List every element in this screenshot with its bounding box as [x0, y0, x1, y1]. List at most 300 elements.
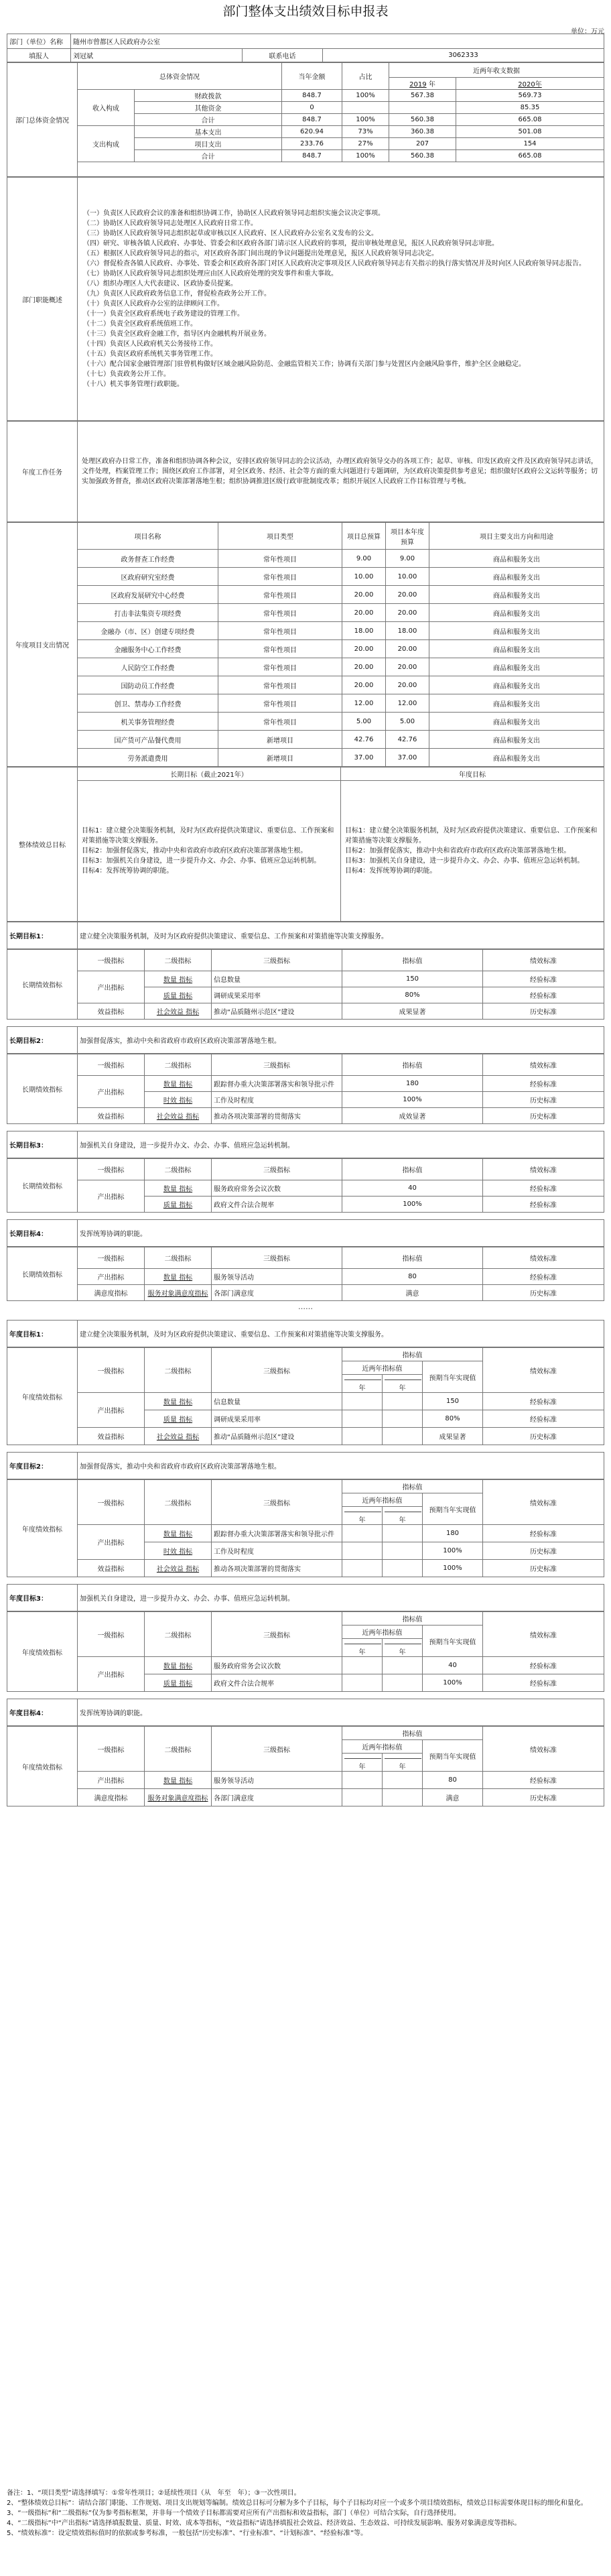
- col-year1: 2019 年: [389, 78, 456, 90]
- income-amount: 0: [282, 102, 342, 114]
- project-cell: 常年性项目: [218, 640, 342, 658]
- indicator-standard: 经验标准: [483, 1410, 604, 1428]
- h-std: 绩效标准: [483, 1480, 604, 1525]
- level2: 服务对象满意度指标: [145, 1789, 212, 1806]
- income-y1: [389, 102, 456, 114]
- project-cell: 商品和服务支出: [429, 568, 604, 586]
- duty-item: （十三）负责全区政府金融工作，指导区内金融机构开展业务。: [83, 330, 271, 338]
- h-value: 指标值: [342, 1480, 483, 1493]
- indicator-value: 150: [342, 971, 483, 987]
- duty-item: （九）负责区人民政府政务信息工作，督促检查政务公开工作。: [83, 290, 271, 298]
- year-blank: [383, 1375, 423, 1393]
- duty-item: （十）负责区人民政府办公室的法律顾问工作。: [83, 300, 224, 308]
- year-blank: [342, 1507, 383, 1525]
- head-h4: 指标值: [342, 1159, 483, 1180]
- head-h4: 指标值: [342, 950, 483, 971]
- h-l3: 三级指标: [212, 1727, 342, 1772]
- project-name: 国产货可产品餐代费用: [78, 731, 218, 749]
- h-expected: 预期当年实现值: [423, 1626, 483, 1657]
- level2: 服务对象满意度指标: [145, 1285, 212, 1301]
- recent-y2: [383, 1674, 423, 1692]
- level3: 跟踪督办重大决策部署落实和领导批示件: [212, 1076, 342, 1092]
- level1: 效益指标: [78, 1108, 145, 1124]
- project-name: 金融办（市、区）创建专项经费: [78, 622, 218, 640]
- recent-y1: [342, 1525, 383, 1542]
- project-cell: 42.76: [386, 731, 429, 749]
- level1: 满意度指标: [78, 1285, 145, 1301]
- project-cell: 常年性项目: [218, 550, 342, 568]
- level2: 社会效益 指标: [145, 1428, 212, 1445]
- level1: 产出指标: [78, 971, 145, 1003]
- project-cell: 常年性项目: [218, 622, 342, 640]
- target-label: 年度目标3：: [7, 1585, 78, 1611]
- duty-item: （二）协助区人民政府领导同志处理区人民政府日常工作。: [83, 220, 257, 227]
- head-h4: 指标值: [342, 1247, 483, 1269]
- header-table: [7, 34, 604, 62]
- h-l2: 二级指标: [145, 1348, 212, 1393]
- indicator-value: 满意: [342, 1285, 483, 1301]
- target-text: 建立健全决策服务机制，及时为区政府提供决策建议、重要信息、工作预案和对策措施等决策支撑服务。: [78, 922, 604, 949]
- recent-y2: [383, 1657, 423, 1674]
- year-blank: [383, 1754, 423, 1772]
- project-cell: 5.00: [342, 713, 386, 731]
- duty-item: （十一）负责全区政府系统电子政务建设的管理工作。: [83, 310, 244, 318]
- indicator-standard: 历史标准: [483, 1092, 604, 1108]
- funds-table: [7, 62, 604, 177]
- goals-table: [7, 767, 604, 922]
- h-l1: 一级指标: [78, 1480, 145, 1525]
- target-label: 年度目标1：: [7, 1321, 78, 1347]
- head-h5: 绩效标准: [483, 1159, 604, 1180]
- projects-table: [7, 522, 604, 767]
- h-l1: 一级指标: [78, 1612, 145, 1657]
- project-cell: 常年性项目: [218, 694, 342, 713]
- indicator-value: 成果显著: [423, 1428, 483, 1445]
- perf-label: 年度绩效指标: [7, 1348, 78, 1445]
- note-item: 4、“二级指标”中“产出指标”请选择填报数量、质量、时效、成本等指标，“效益指标”请选择填报社会效益、经济效益、生态效益、可持续发展影响、服务对象满意度等指标。: [7, 2520, 521, 2527]
- expense-ratio: 100%: [342, 150, 389, 162]
- indicator-table: [7, 1347, 604, 1445]
- duty-item: （六）督促检查各镇人民政府、办事处、管委会和区政府各部门对区人民政府决定事项及区人民政府领导同志有关指示的执行落实情况并及时向区人民政府领导同志报告。: [83, 260, 586, 267]
- perf-label: 年度绩效指标: [7, 1727, 78, 1806]
- h-l2: 二级指标: [145, 1612, 212, 1657]
- duty-item: （十六）配合国家金融管理部门驻曾机构做好区域金融风险防范、金融监管相关工作；协调有关部门参与处置区内金融风险事件，维护全区金融稳定。: [83, 361, 525, 368]
- income-label: 收入构成: [78, 90, 135, 126]
- indicator-standard: 历史标准: [483, 1108, 604, 1124]
- income-ratio: [342, 102, 389, 114]
- recent-y2: [383, 1525, 423, 1542]
- level3: 服务政府常务会议次数: [212, 1657, 342, 1674]
- indicator-standard: 经验标准: [483, 1076, 604, 1092]
- level3: 服务政府常务会议次数: [212, 1180, 342, 1197]
- year-suffix: 年: [358, 1517, 366, 1524]
- indicator-standard: 经验标准: [483, 1525, 604, 1542]
- perf-label: 年度绩效指标: [7, 1612, 78, 1692]
- note-item: 5、“绩效标准”：设定绩效指标值时的依据或参考标准，一般包括“历史标准”、“行业标准”、“计划标准”、“经验标准”等。: [7, 2530, 368, 2537]
- expense-y1: 207: [389, 138, 456, 150]
- indicator-standard: 经验标准: [483, 1180, 604, 1197]
- level3: 调研成果采用率: [212, 987, 342, 1003]
- recent-y2: [383, 1428, 423, 1445]
- indicator-standard: 历史标准: [483, 1560, 604, 1577]
- year-blank: [342, 1639, 383, 1657]
- project-cell: 20.00: [386, 586, 429, 604]
- project-cell: 商品和服务支出: [429, 694, 604, 713]
- income-y1: 560.38: [389, 114, 456, 126]
- indicator-value: 100%: [423, 1674, 483, 1692]
- level2: 数量 指标: [145, 1269, 212, 1285]
- indicator-table: [7, 1479, 604, 1577]
- year-blank: [383, 1639, 423, 1657]
- level1: 产出指标: [78, 1180, 145, 1213]
- note-item: 备注：1、“项目类型”请选择填写：①常年性项目；②延续性项目（从 年至 年）；③一次性项目。: [7, 2490, 301, 2497]
- project-cell: 20.00: [342, 676, 386, 694]
- h-value: 指标值: [342, 1612, 483, 1626]
- income-ratio: 100%: [342, 114, 389, 126]
- indicator-standard: 经验标准: [483, 987, 604, 1003]
- level1: 产出指标: [78, 1269, 145, 1285]
- indicator-table: [7, 1158, 604, 1213]
- perf-label: 长期绩效指标: [7, 1159, 78, 1213]
- target-text: 建立健全决策服务机制，及时为区政府提供决策建议、重要信息、工作预案和对策措施等决策支撑服务。: [78, 1321, 604, 1347]
- level3: 跟踪督办重大决策部署落实和领导批示件: [212, 1525, 342, 1542]
- target-bar: [7, 1219, 604, 1247]
- funds-section-label: 部门总体资金情况: [7, 63, 78, 177]
- h-std: 绩效标准: [483, 1612, 604, 1657]
- project-cell: 商品和服务支出: [429, 713, 604, 731]
- indicator-standard: 历史标准: [483, 1003, 604, 1020]
- project-name: 创卫、禁毒办工作经费: [78, 694, 218, 713]
- target-bar: [7, 1131, 604, 1158]
- recent-y1: [342, 1393, 383, 1410]
- project-cell: 新增项目: [218, 749, 342, 767]
- project-cell: 商品和服务支出: [429, 604, 604, 622]
- head-h3: 三级指标: [212, 1159, 342, 1180]
- target-label: 年度目标4：: [7, 1699, 78, 1726]
- level2: 数量 指标: [145, 1393, 212, 1410]
- project-cell: 常年性项目: [218, 604, 342, 622]
- project-cell: 20.00: [386, 604, 429, 622]
- expense-amount: 620.94: [282, 126, 342, 138]
- income-y2: 85.35: [456, 102, 604, 114]
- h-l2: 二级指标: [145, 1727, 212, 1772]
- project-head: 项目名称: [78, 523, 218, 550]
- expense-y1: 360.38: [389, 126, 456, 138]
- head-h1: 一级指标: [78, 1054, 145, 1076]
- recent-y1: [342, 1428, 383, 1445]
- indicator-standard: 经验标准: [483, 971, 604, 987]
- level1: 产出指标: [78, 1525, 145, 1560]
- h-l3: 三级指标: [212, 1480, 342, 1525]
- head-h1: 一级指标: [78, 1159, 145, 1180]
- h-l3: 三级指标: [212, 1348, 342, 1393]
- target-label: 长期目标2：: [7, 1027, 78, 1054]
- project-head: 项目本年度预算: [386, 523, 429, 550]
- h-expected: 预期当年实现值: [423, 1740, 483, 1772]
- level3: 工作及时程度: [212, 1092, 342, 1108]
- h-expected: 预期当年实现值: [423, 1493, 483, 1525]
- recent-y2: [383, 1393, 423, 1410]
- level2: 社会效益 指标: [145, 1560, 212, 1577]
- expense-ratio: 73%: [342, 126, 389, 138]
- project-name: 打击非法集资专项经费: [78, 604, 218, 622]
- projects-label: 年度项目支出情况: [7, 523, 78, 767]
- indicator-value: 100%: [342, 1197, 483, 1213]
- duties-list: [78, 178, 604, 421]
- expense-name: 基本支出: [135, 126, 282, 138]
- duty-item: （十四）负责区人民政府机关公务接待工作。: [83, 341, 217, 348]
- duty-item: （八）组织办理区人大代表建议、区政协委员提案。: [83, 280, 237, 288]
- indicator-standard: 经验标准: [483, 1269, 604, 1285]
- project-cell: 20.00: [386, 640, 429, 658]
- project-cell: 常年性项目: [218, 586, 342, 604]
- level3: 信息数量: [212, 1393, 342, 1410]
- recent-y1: [342, 1674, 383, 1692]
- indicator-value: 满意: [423, 1789, 483, 1806]
- h-l3: 三级指标: [212, 1612, 342, 1657]
- project-cell: 9.00: [342, 550, 386, 568]
- project-cell: 37.00: [342, 749, 386, 767]
- year-blank: [383, 1507, 423, 1525]
- project-cell: 20.00: [342, 586, 386, 604]
- target-label: 年度目标2：: [7, 1453, 78, 1479]
- phone-value: 3062333: [322, 49, 604, 62]
- year-suffix: 年: [358, 1649, 366, 1656]
- indicator-value: 180: [342, 1076, 483, 1092]
- target-bar: [7, 1320, 604, 1347]
- level3: 推动各项决策部署的贯彻落实: [212, 1108, 342, 1124]
- h-l2: 二级指标: [145, 1480, 212, 1525]
- level2: 数量 指标: [145, 1657, 212, 1674]
- indicator-value: 成果显著: [342, 1003, 483, 1020]
- h-recent: 近两年指标值: [342, 1493, 423, 1507]
- annual-task-label: 年度工作任务: [7, 422, 78, 522]
- expense-label: 支出构成: [78, 126, 135, 162]
- head-h2: 二级指标: [145, 1159, 212, 1180]
- duty-item: （十五）负责区政府系统机关事务管理工作。: [83, 351, 217, 358]
- level3: 推动“品质随州示范区”建设: [212, 1003, 342, 1020]
- level2: 质量 指标: [145, 1410, 212, 1428]
- indicator-table: [7, 1247, 604, 1301]
- annual-task-text: 处理区政府办日常工作，准备和组织协调各种会议，安排区政府领导同志的会议活动，办理区政府领导交办的各项工作；起草、审核、印发区政府文件及区政府领导同志讲话，文件处理，档案管理工作；围绕区政府工作部署，对全区政务、经济、社会等方面的重大问题进行专题调研，为区政府决策提供参考意见；组织做好区政府公文运转等服务；切实加强政务督查，推动区政府决策部署落地生根；组织协调推进区级行政审批制度改革；组织开展区人民政府工作目标管理与考核。: [78, 422, 604, 522]
- level2: 数量 指标: [145, 1525, 212, 1542]
- level2: 时效 指标: [145, 1092, 212, 1108]
- indicator-standard: 历史标准: [483, 1542, 604, 1560]
- head-h1: 一级指标: [78, 950, 145, 971]
- h-value: 指标值: [342, 1348, 483, 1361]
- income-amount: 848.7: [282, 90, 342, 102]
- indicator-standard: 经验标准: [483, 1674, 604, 1692]
- indicator-standard: 经验标准: [483, 1197, 604, 1213]
- level1: 效益指标: [78, 1428, 145, 1445]
- duties-label: 部门职能概述: [7, 178, 78, 421]
- income-name: 其他资金: [135, 102, 282, 114]
- indicator-standard: 经验标准: [483, 1772, 604, 1789]
- duty-item: （五）根据区人民政府领导同志的指示，对区政府各部门间出现的争议问题提出处理意见，报区人民政府领导同志决定。: [83, 250, 438, 257]
- head-h3: 三级指标: [212, 950, 342, 971]
- head-h2: 二级指标: [145, 1054, 212, 1076]
- project-name: 金融服务中心工作经费: [78, 640, 218, 658]
- level3: 服务领导活动: [212, 1269, 342, 1285]
- project-cell: 20.00: [386, 658, 429, 676]
- level3: 各部门满意度: [212, 1285, 342, 1301]
- year-suffix: 年: [399, 1764, 406, 1771]
- project-name: 国防动员工作经费: [78, 676, 218, 694]
- dept-label: 部门（单位）名称: [7, 34, 71, 49]
- perf-label: 长期绩效指标: [7, 950, 78, 1020]
- project-cell: 常年性项目: [218, 658, 342, 676]
- indicator-table: [7, 1054, 604, 1124]
- col-total: 总体资金情况: [78, 63, 282, 90]
- indicator-table: [7, 1726, 604, 1806]
- indicator-value: 100%: [423, 1542, 483, 1560]
- head-h5: 绩效标准: [483, 950, 604, 971]
- project-cell: 12.00: [386, 694, 429, 713]
- level1: 产出指标: [78, 1076, 145, 1108]
- h-recent: 近两年指标值: [342, 1740, 423, 1754]
- recent-y2: [383, 1772, 423, 1789]
- project-cell: 18.00: [342, 622, 386, 640]
- project-name: 人民防空工作经费: [78, 658, 218, 676]
- level3: 政府文件合法合规率: [212, 1197, 342, 1213]
- project-cell: 9.00: [386, 550, 429, 568]
- target-text: 发挥统筹协调的职能。: [78, 1220, 604, 1247]
- indicator-standard: 经验标准: [483, 1393, 604, 1410]
- head-h5: 绩效标准: [483, 1054, 604, 1076]
- level3: 信息数量: [212, 971, 342, 987]
- level2: 时效 指标: [145, 1542, 212, 1560]
- year-suffix: 年: [358, 1764, 366, 1771]
- target-bar: [7, 1584, 604, 1611]
- h-std: 绩效标准: [483, 1727, 604, 1772]
- notes: [7, 2488, 604, 2538]
- target-bar: [7, 1026, 604, 1054]
- h-l1: 一级指标: [78, 1727, 145, 1772]
- h-std: 绩效标准: [483, 1348, 604, 1393]
- recent-y1: [342, 1772, 383, 1789]
- level2: 社会效益 指标: [145, 1108, 212, 1124]
- indicator-table: [7, 1611, 604, 1692]
- income-ratio: 100%: [342, 90, 389, 102]
- project-cell: 商品和服务支出: [429, 658, 604, 676]
- level3: 政府文件合法合规率: [212, 1674, 342, 1692]
- annual-task-table: [7, 421, 604, 522]
- level3: 推动“品质随州示范区”建设: [212, 1428, 342, 1445]
- h-expected: 预期当年实现值: [423, 1361, 483, 1393]
- perf-label: 长期绩效指标: [7, 1054, 78, 1124]
- project-cell: 常年性项目: [218, 676, 342, 694]
- note-item: 2、“整体绩效总目标”：请结合部门职能、工作规划、项目支出规划等编制。绩效总目标可分解为多个子目标，每个子目标均对应一个或多个项目绩效指标，绩效总目标需要体现目标的细化和量化。: [7, 2500, 588, 2507]
- project-cell: 12.00: [342, 694, 386, 713]
- divider: ……: [298, 1302, 313, 1311]
- project-name: 区政府发展研究中心经费: [78, 586, 218, 604]
- target-label: 长期目标3：: [7, 1131, 78, 1158]
- project-name: 政务督查工作经费: [78, 550, 218, 568]
- level3: 工作及时程度: [212, 1542, 342, 1560]
- filler-label: 填报人: [7, 49, 71, 62]
- duty-item: （十二）负责全区政府系统值班工作。: [83, 320, 197, 328]
- col-current: 当年金额: [282, 63, 342, 90]
- indicator-standard: 历史标准: [483, 1789, 604, 1806]
- recent-y1: [342, 1789, 383, 1806]
- recent-y2: [383, 1410, 423, 1428]
- level2: 数量 指标: [145, 971, 212, 987]
- level2: 社会效益 指标: [145, 1003, 212, 1020]
- level1: 产出指标: [78, 1393, 145, 1428]
- indicator-value: 100%: [423, 1560, 483, 1577]
- project-name: 机关事务管理经费: [78, 713, 218, 731]
- project-cell: 商品和服务支出: [429, 550, 604, 568]
- expense-y2: 501.08: [456, 126, 604, 138]
- col-ratio: 占比: [342, 63, 389, 90]
- duty-item: （三）协助区人民政府领导同志组织起草或审核以区人民政府、区人民政府办公室名义发布的公文。: [83, 230, 378, 237]
- head-h3: 三级指标: [212, 1247, 342, 1269]
- target-bar: [7, 922, 604, 949]
- income-amount: 848.7: [282, 114, 342, 126]
- duties-table: [7, 177, 604, 421]
- level3: 推动各项决策部署的贯彻落实: [212, 1560, 342, 1577]
- expense-y2: 154: [456, 138, 604, 150]
- level2: 数量 指标: [145, 1076, 212, 1092]
- level1: 产出指标: [78, 1772, 145, 1789]
- duty-item: （十七）负责政务公开工作。: [83, 371, 170, 378]
- expense-amount: 848.7: [282, 150, 342, 162]
- long-goal-text: 目标1：建立健全决策服务机制，及时为区政府提供决策建议、重要信息、工作预案和对策措施等决策支撑服务。 目标2：加强督促落实，推动中央和省政府市政府区政府决策部署落地生根。 目标3：加强机关自身建设，进一步提升办文、办会、办事、值班应急运转机制。 目标4：发挥统筹协调的职能。: [78, 781, 341, 922]
- head-h5: 绩效标准: [483, 1247, 604, 1269]
- project-cell: 42.76: [342, 731, 386, 749]
- year-suffix: 年: [399, 1385, 406, 1392]
- project-name: 劳务派遣费用: [78, 749, 218, 767]
- phone-label: 联系电话: [242, 49, 322, 62]
- project-cell: 商品和服务支出: [429, 749, 604, 767]
- project-cell: 37.00: [386, 749, 429, 767]
- level3: 各部门满意度: [212, 1789, 342, 1806]
- perf-label: 长期绩效指标: [7, 1247, 78, 1301]
- project-cell: 10.00: [386, 568, 429, 586]
- recent-y1: [342, 1657, 383, 1674]
- recent-y1: [342, 1410, 383, 1428]
- year-suffix: 年: [358, 1385, 366, 1392]
- level2: 数量 指标: [145, 1772, 212, 1789]
- level3: 调研成果采用率: [212, 1410, 342, 1428]
- level1: 产出指标: [78, 1657, 145, 1692]
- h-l1: 一级指标: [78, 1348, 145, 1393]
- project-cell: 商品和服务支出: [429, 676, 604, 694]
- target-bar: [7, 1452, 604, 1479]
- expense-amount: 233.76: [282, 138, 342, 150]
- head-h4: 指标值: [342, 1054, 483, 1076]
- recent-y2: [383, 1560, 423, 1577]
- income-y1: 567.38: [389, 90, 456, 102]
- goals-label: 整体绩效总目标: [7, 768, 78, 922]
- perf-label: 年度绩效指标: [7, 1480, 78, 1577]
- target-text: 加强机关自身建设，进一步提升办文、办会、办事、值班应急运转机制。: [78, 1131, 604, 1158]
- project-cell: 20.00: [342, 604, 386, 622]
- income-y2: 665.08: [456, 114, 604, 126]
- unit-label: 单位：万元: [571, 28, 604, 36]
- level2: 质量 指标: [145, 987, 212, 1003]
- year-goal-title: 年度目标: [341, 768, 604, 781]
- target-bar: [7, 1699, 604, 1726]
- level3: 服务领导活动: [212, 1772, 342, 1789]
- level1: 效益指标: [78, 1560, 145, 1577]
- duty-item: （四）研究、审核各镇人民政府、办事处、管委会和区政府各部门请示区人民政府的事项，提出审核处理意见，报区人民政府领导同志审批。: [83, 240, 498, 247]
- h-value: 指标值: [342, 1727, 483, 1740]
- level1: 满意度指标: [78, 1789, 145, 1806]
- target-label: 长期目标1：: [7, 922, 78, 949]
- target-text: 加强机关自身建设，进一步提升办文、办会、办事、值班应急运转机制。: [78, 1585, 604, 1611]
- project-cell: 新增项目: [218, 731, 342, 749]
